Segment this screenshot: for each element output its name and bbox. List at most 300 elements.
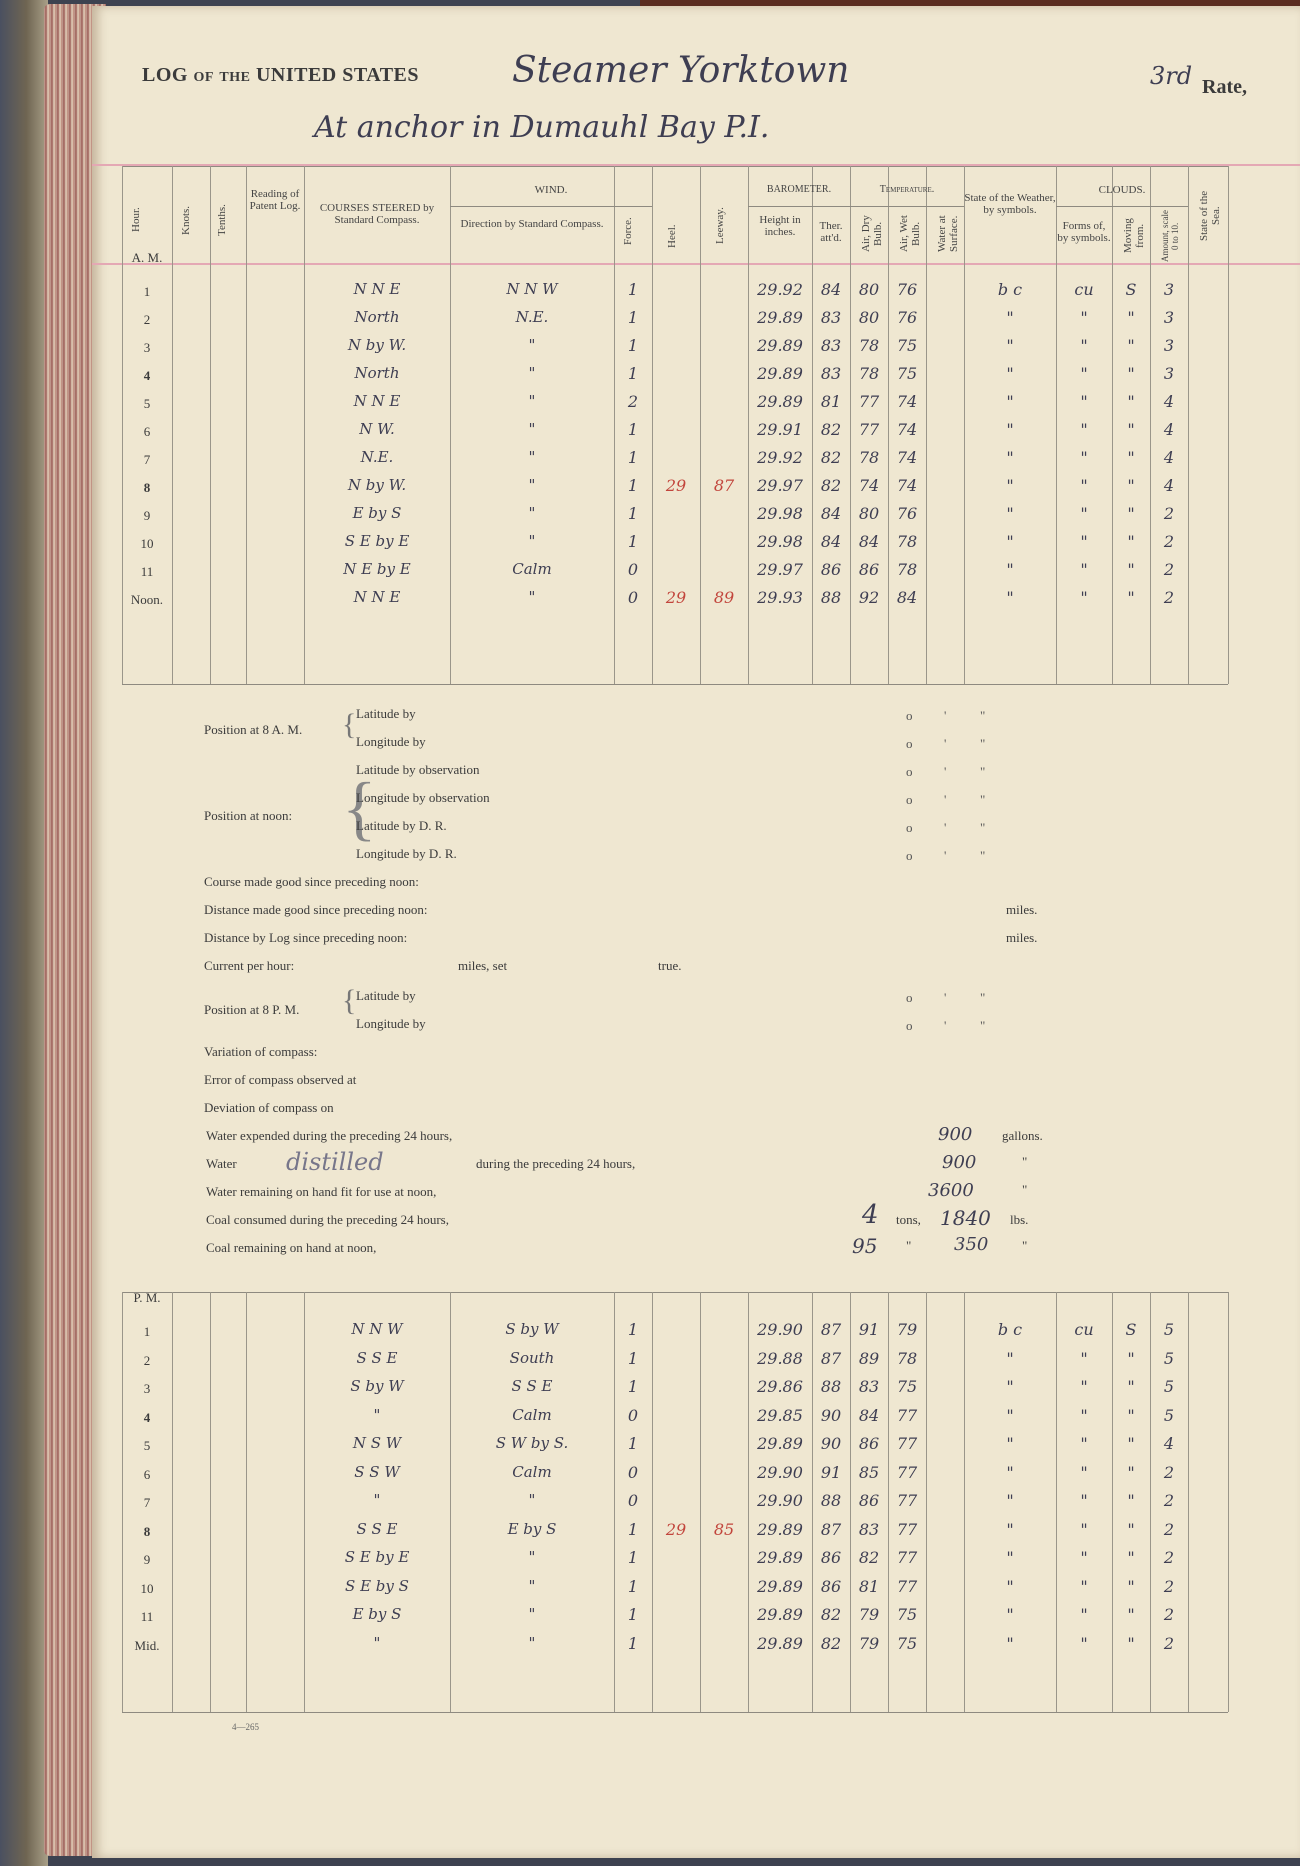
col-force: Force. [622,217,634,245]
table-row [92,448,1300,476]
dry-cell: 86 [858,560,880,579]
table-row [92,560,1300,588]
course-cell: S E by E [344,532,410,550]
error: Error of compass observed at [204,1072,357,1087]
dry-cell: 77 [858,392,880,411]
table-row [92,1406,1300,1435]
height-cell: 29.93 [757,588,803,607]
hour-cell: 1 [143,284,151,299]
dry-cell: 79 [858,1633,880,1653]
height-cell: 29.98 [757,504,803,523]
weather-cell: " [1006,392,1014,411]
wet-cell: 77 [896,1405,918,1425]
dry-cell: 84 [858,532,880,551]
water-expended-label: Water expended during the preceding 24 hours, [206,1128,453,1143]
force-cell: 2 [627,392,639,411]
force-cell: 1 [627,420,639,439]
wet-cell: 75 [896,1377,918,1396]
height-cell: 29.86 [757,1377,803,1396]
gallons-label: gallons. [1002,1128,1043,1143]
height-cell: 29.89 [757,1605,803,1624]
moving-cell: " [1127,560,1135,579]
force-cell: 1 [627,1320,639,1339]
lat-dr: Latitude by D. R. [356,818,447,833]
amount-cell: 2 [1163,1548,1175,1567]
dry-cell: 80 [858,504,880,523]
col-courses: COURSES STEERED by Standard Compass. [319,202,435,226]
leeway-cell: 87 [713,476,735,495]
table-row [92,476,1300,504]
hour-cell: 3 [143,340,151,355]
force-cell: 1 [627,532,639,551]
dry-cell: 91 [858,1320,880,1339]
force-cell: 1 [627,1576,639,1596]
dms-mark: o [906,990,913,1005]
moving-cell: " [1127,392,1135,411]
dry-cell: 74 [858,476,880,495]
ther-cell: 87 [820,1320,842,1339]
wet-cell: 78 [896,560,918,579]
wet-cell: 74 [896,476,918,495]
table-row [92,280,1300,308]
wind-dir-cell: S S E [511,1377,553,1395]
miles-label: miles. [1006,902,1038,917]
ther-cell: 84 [820,532,842,551]
ther-cell: 84 [820,504,842,523]
weather-cell: " [1006,1548,1014,1567]
wind-dir-cell: " [528,1576,536,1595]
course-cell: S E by E [344,1548,410,1566]
course-cell: E by S [352,504,402,522]
hour-cell: Mid. [134,1637,160,1653]
ther-cell: 83 [820,308,842,327]
dry-cell: 83 [858,1377,880,1396]
hour-cell: 10 [140,1580,154,1596]
course-good: Course made good since preceding noon: [204,874,419,889]
course-cell: S by W [350,1377,404,1395]
water-label: Water [206,1156,237,1171]
table-row [92,392,1300,420]
dms-mark: " [980,764,986,779]
hour-cell: 6 [143,1466,151,1482]
wet-cell: 74 [896,420,918,439]
weather-cell: " [1006,532,1014,551]
amount-cell: 4 [1163,476,1175,495]
water-method: distilled [286,1148,384,1176]
height-cell: 29.92 [757,448,803,467]
height-cell: 29.89 [757,392,803,411]
force-cell: 0 [627,1405,639,1425]
force-cell: 1 [627,1633,639,1653]
course-cell: " [373,1633,381,1652]
forms-cell: " [1080,336,1088,355]
wet-cell: 76 [896,308,918,327]
ther-cell: 83 [820,364,842,383]
col-height: Height in inches. [759,214,801,238]
coal-remaining-lbs: 350 [954,1234,989,1255]
col-amount: Amount, scale 0 to 10. [1160,210,1180,262]
wind-dir-cell: " [528,392,536,410]
course-cell: S S W [354,1462,400,1481]
weather-cell: " [1006,1576,1014,1596]
course-cell: N by W. [347,336,407,354]
amount-cell: 2 [1163,1576,1175,1596]
moving-cell: " [1127,448,1135,467]
brace: { [342,708,357,741]
table-row [92,532,1300,560]
weather-cell: " [1006,588,1014,607]
forms-cell: " [1080,1519,1088,1539]
weather-cell: " [1006,1434,1014,1453]
wind-dir-cell: Calm [512,560,552,578]
moving-cell: " [1127,588,1135,607]
table-row [92,1577,1300,1606]
ther-cell: 87 [820,1519,842,1539]
lat-by-8am: Latitude by [356,706,416,721]
course-cell: S S E [356,1519,398,1538]
hour-cell: 5 [143,1438,151,1453]
moving-cell: " [1127,364,1135,383]
book-spine [0,0,48,1866]
course-cell: N N E [353,588,401,606]
ther-cell: 82 [820,420,842,439]
ther-cell: 83 [820,336,842,355]
force-cell: 1 [627,504,639,523]
ther-cell: 88 [820,588,842,607]
wet-cell: 77 [896,1576,918,1596]
wet-cell: 78 [896,532,918,551]
wind-dir-cell: N.E. [515,308,549,326]
course-cell: N E by E [343,560,411,578]
moving-cell: " [1127,336,1135,355]
wind-dir-cell: " [528,364,536,382]
weather-cell: b c [997,1320,1023,1339]
dms-mark: " [980,1018,986,1033]
heel-cell: 29 [665,476,687,495]
height-cell: 29.90 [757,1491,803,1510]
dry-cell: 84 [858,1405,880,1425]
ther-cell: 82 [820,448,842,467]
coal-consumed-tons: 4 [862,1200,879,1230]
coal-consumed-lbs: 1840 [940,1206,991,1230]
course-cell: North [354,308,400,326]
height-cell: 29.85 [757,1405,803,1425]
force-cell: 1 [627,364,639,383]
tons-label: tons, [896,1212,921,1227]
dry-cell: 81 [858,1576,880,1596]
col-leeway: Leeway. [714,207,726,245]
pm-table [92,1282,1300,1722]
wind-dir-cell: N N W [506,280,558,298]
hour-cell: 5 [143,396,151,411]
hour-cell: 7 [143,452,151,467]
amount-cell: 4 [1163,1434,1175,1453]
amount-cell: 2 [1163,560,1175,579]
location-note: At anchor in Dumauhl Bay P.I. [314,110,770,145]
heel-cell: 29 [665,588,687,607]
weather-cell: " [1006,1519,1014,1539]
water-during: during the preceding 24 hours, [476,1156,636,1171]
dms-mark: " [980,990,986,1005]
wet-cell: 75 [896,1605,918,1624]
lon-obs: Longitude by observation [356,790,490,805]
hour-cell: 8 [143,480,151,495]
ditto-mark: " [1022,1154,1028,1169]
moving-cell: " [1127,1576,1135,1596]
dms-mark: ' [944,1018,947,1033]
forms-cell: " [1080,1576,1088,1596]
water-remaining-value: 3600 [928,1180,974,1201]
force-cell: 1 [627,448,639,467]
wet-cell: 78 [896,1348,918,1368]
ther-cell: 86 [820,560,842,579]
lon-by-8am: Longitude by [356,734,426,749]
col-forms: Forms of, by symbols. [1057,220,1111,244]
forms-cell: " [1080,448,1088,467]
force-cell: 0 [627,1462,639,1482]
true-label: true. [658,958,682,973]
wind-dir-cell: " [528,448,536,466]
moving-cell: " [1127,1548,1135,1567]
table-row [92,364,1300,392]
hour-cell: 4 [143,1409,151,1425]
force-cell: 0 [627,1491,639,1510]
height-cell: 29.91 [757,420,803,439]
height-cell: 29.89 [757,1434,803,1453]
ship-name: Steamer Yorktown [512,50,850,91]
dms-mark: o [906,708,913,723]
course-cell: N N E [353,280,401,298]
course-cell: N W. [359,420,395,438]
amount-cell: 2 [1163,532,1175,551]
forms-cell: " [1080,588,1088,607]
wet-cell: 75 [896,336,918,355]
force-cell: 1 [627,308,639,327]
wet-cell: 79 [896,1320,918,1339]
moving-cell: " [1127,532,1135,551]
wind-dir-cell: S by W [505,1320,559,1338]
amount-cell: 2 [1163,1491,1175,1510]
pos-noon-label: Position at noon: [204,808,293,823]
course-cell: N N W [351,1320,403,1338]
force-cell: 1 [627,336,639,355]
table-row [92,1605,1300,1634]
dry-cell: 80 [858,308,880,327]
table-row [92,1463,1300,1492]
brace: { [342,984,357,1017]
force-cell: 1 [627,1377,639,1396]
height-cell: 29.97 [757,476,803,495]
col-wind: WIND. [534,184,568,196]
moving-cell: " [1127,476,1135,495]
dms-mark: o [906,736,913,751]
moving-cell: " [1127,308,1135,327]
table-row [92,420,1300,448]
ther-cell: 88 [820,1491,842,1510]
height-cell: 29.89 [757,1548,803,1567]
force-cell: 1 [627,1348,639,1368]
lat-obs: Latitude by observation [356,762,480,777]
amount-cell: 2 [1163,1633,1175,1653]
dms-mark: " [980,848,986,863]
col-temperature: Temperature. [879,184,935,195]
forms-cell: " [1080,420,1088,439]
ther-cell: 82 [820,1605,842,1624]
weather-cell: " [1006,1605,1014,1624]
moving-cell: S [1125,280,1137,299]
wind-dir-cell: " [528,336,536,354]
course-cell: S E by S [345,1576,409,1595]
leeway-cell: 89 [713,588,735,607]
ditto-mark: " [1022,1182,1028,1197]
height-cell: 29.89 [757,1576,803,1596]
water-remaining-label: Water remaining on hand fit for use at noon, [206,1184,437,1199]
wet-cell: 74 [896,392,918,411]
weather-cell: " [1006,308,1014,327]
dms-mark: " [980,736,986,751]
moving-cell: " [1127,504,1135,523]
table-row [92,1520,1300,1549]
course-cell: North [354,364,400,382]
coal-consumed-label: Coal consumed during the preceding 24 hours, [206,1212,449,1227]
forms-cell: " [1080,392,1088,411]
ther-cell: 90 [820,1405,842,1425]
ther-cell: 90 [820,1434,842,1453]
heel-cell: 29 [665,1519,687,1539]
dry-cell: 86 [858,1434,880,1453]
height-cell: 29.89 [757,1633,803,1653]
dms-mark: ' [944,990,947,1005]
lbs-label: lbs. [1010,1212,1029,1227]
weather-cell: " [1006,504,1014,523]
force-cell: 1 [627,1434,639,1453]
dms-mark: o [906,792,913,807]
height-cell: 29.98 [757,532,803,551]
wind-dir-cell: " [528,504,536,522]
moving-cell: S [1125,1320,1137,1339]
table-top-line [122,1292,1228,1293]
moving-cell: " [1127,1633,1135,1653]
miles-set-label: miles, set [458,958,508,973]
dms-mark: " [980,708,986,723]
course-cell: N S W [352,1434,402,1452]
variation: Variation of compass: [204,1044,318,1059]
weather-cell: " [1006,364,1014,383]
col-weather: State of the Weather, by symbols. [964,192,1056,216]
forms-cell: " [1080,1405,1088,1425]
table-row [92,1377,1300,1406]
hour-cell: 9 [143,508,151,523]
force-cell: 1 [627,1605,639,1624]
table-row [92,1320,1300,1349]
wet-cell: 77 [896,1519,918,1539]
amount-cell: 4 [1163,392,1175,411]
wet-cell: 77 [896,1462,918,1482]
wind-dir-cell: E by S [507,1519,557,1538]
weather-cell: " [1006,1462,1014,1482]
dist-log: Distance by Log since preceding noon: [204,930,408,945]
amount-cell: 4 [1163,420,1175,439]
hour-cell: 11 [140,564,154,579]
forms-cell: cu [1074,280,1094,299]
height-cell: 29.89 [757,336,803,355]
wind-dir-cell: S W by S. [495,1434,569,1452]
dry-cell: 77 [858,420,880,439]
hour-cell: 2 [143,312,151,327]
water-expended-value: 900 [938,1124,973,1145]
table-row [92,1434,1300,1463]
weather-cell: " [1006,560,1014,579]
forms-cell: " [1080,308,1088,327]
log-page [92,6,1300,1858]
col-sea: State of the Sea. [1198,190,1222,242]
wind-dir-cell: " [528,476,536,494]
weather-cell: " [1006,476,1014,495]
section-label: A. M. [131,250,163,265]
ther-cell: 86 [820,1548,842,1567]
amount-cell: 2 [1163,588,1175,607]
col-barometer: BAROMETER. [766,184,832,195]
ther-cell: 82 [820,476,842,495]
force-cell: 1 [627,280,639,299]
amount-cell: 2 [1163,1462,1175,1482]
forms-cell: " [1080,1348,1088,1368]
col-moving: Moving from. [1122,218,1146,254]
ther-cell: 82 [820,1633,842,1653]
wind-dir-cell: Calm [512,1462,552,1481]
weather-cell: " [1006,448,1014,467]
wet-cell: 75 [896,364,918,383]
dry-cell: 80 [858,280,880,299]
course-cell: N by W. [347,476,407,494]
dms-mark: o [906,820,913,835]
coal-remaining-label: Coal remaining on hand at noon, [206,1240,377,1255]
force-cell: 1 [627,476,639,495]
forms-cell: " [1080,1633,1088,1653]
forms-cell: " [1080,504,1088,523]
am-table [92,166,1300,688]
weather-cell: " [1006,1491,1014,1510]
forms-cell: " [1080,364,1088,383]
table-row [92,1349,1300,1378]
wet-cell: 76 [896,280,918,299]
table-row [92,504,1300,532]
current-label: Current per hour: [204,958,295,973]
leeway-cell: 85 [713,1519,735,1539]
amount-cell: 3 [1163,364,1175,383]
rate-label: Rate, [1202,76,1247,98]
forms-cell: " [1080,560,1088,579]
forms-cell: " [1080,1548,1088,1567]
ditto-mark: " [1022,1238,1028,1253]
weather-cell: " [1006,1633,1014,1653]
pos-8pm-label: Position at 8 P. M. [204,1002,300,1017]
height-cell: 29.89 [757,364,803,383]
col-air-dry: Air, Dry Bulb. [860,215,884,253]
table-row [92,588,1300,616]
moving-cell: " [1127,1491,1135,1510]
water-method-value: 900 [942,1152,977,1173]
amount-cell: 3 [1163,308,1175,327]
moving-cell: " [1127,420,1135,439]
brace: { [342,768,377,848]
wet-cell: 77 [896,1491,918,1510]
course-cell: " [373,1491,381,1509]
wind-dir-cell: " [528,420,536,438]
dms-mark: o [906,1018,913,1033]
dms-mark: " [980,820,986,835]
weather-cell: " [1006,336,1014,355]
